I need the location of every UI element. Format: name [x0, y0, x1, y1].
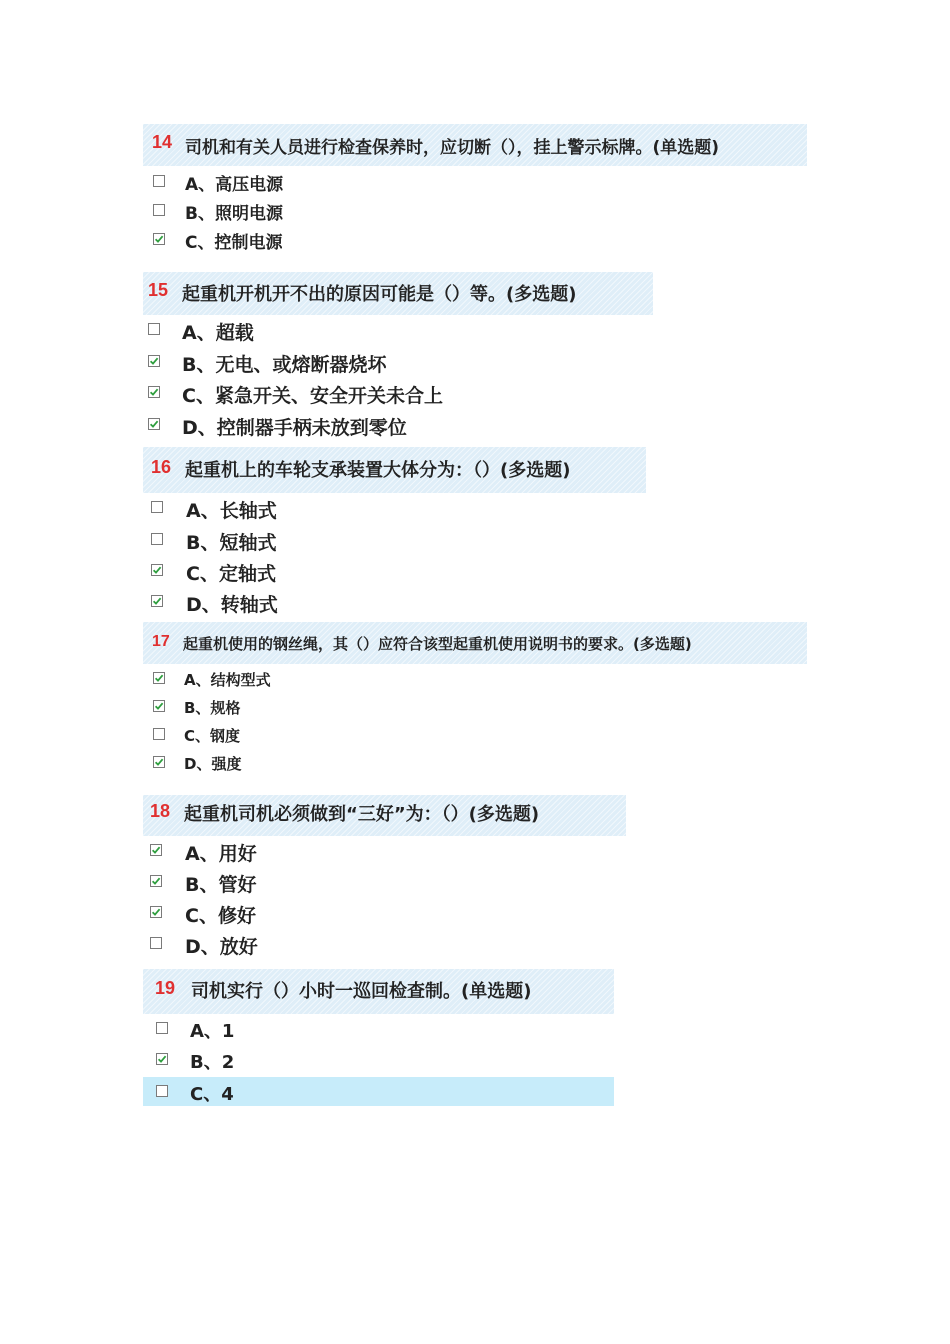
- option-row[interactable]: [143, 589, 646, 615]
- checkbox-unchecked-icon[interactable]: [150, 937, 162, 949]
- option-label: A、长轴式: [186, 500, 277, 522]
- option-row[interactable]: [143, 694, 807, 720]
- option-label: A、1: [190, 1021, 235, 1042]
- option-row[interactable]: [143, 869, 626, 895]
- option-label: A、高压电源: [185, 175, 284, 195]
- question-number: 14: [152, 132, 173, 152]
- checkbox-checked-icon[interactable]: [148, 418, 160, 430]
- checkbox-checked-icon[interactable]: [148, 386, 160, 398]
- option-row[interactable]: [143, 931, 626, 957]
- option-row[interactable]: [143, 380, 653, 406]
- option-row[interactable]: [143, 197, 807, 223]
- option-label: C、定轴式: [186, 563, 276, 585]
- option-row[interactable]: [143, 317, 653, 343]
- option-label: D、控制器手柄未放到零位: [182, 417, 407, 439]
- checkbox-unchecked-icon[interactable]: [148, 323, 160, 335]
- option-label: C、紧急开关、安全开关未合上: [182, 385, 443, 407]
- option-row-highlighted[interactable]: [143, 1077, 614, 1106]
- question-number: 19: [155, 978, 176, 998]
- checkbox-unchecked-icon[interactable]: [151, 501, 163, 513]
- question-19: [143, 969, 614, 1107]
- option-row[interactable]: [143, 495, 646, 521]
- question-text: 起重机使用的钢丝绳，其（）应符合该型起重机使用说明书的要求。(多选题): [183, 635, 692, 653]
- question-15: [143, 272, 653, 440]
- option-label: D、强度: [184, 755, 242, 773]
- question-text: 起重机司机必须做到“三好”为：（）(多选题): [184, 804, 540, 825]
- question-header: [143, 447, 646, 493]
- checkbox-unchecked-icon[interactable]: [153, 175, 165, 187]
- checkbox-unchecked-icon[interactable]: [153, 728, 165, 740]
- checkbox-checked-icon[interactable]: [150, 906, 162, 918]
- checkbox-checked-icon[interactable]: [153, 756, 165, 768]
- question-16: [143, 447, 646, 617]
- checkbox-checked-icon[interactable]: [150, 875, 162, 887]
- question-number: 16: [151, 457, 172, 477]
- option-label: B、短轴式: [186, 532, 277, 554]
- option-label: A、用好: [185, 843, 257, 865]
- option-label: D、放好: [185, 936, 258, 958]
- question-text: 司机和有关人员进行检查保养时，应切断（），挂上警示标牌。(单选题): [185, 138, 720, 158]
- question-14: [143, 124, 807, 252]
- option-label: B、无电、或熔断器烧坏: [182, 354, 387, 376]
- question-number: 15: [148, 280, 169, 300]
- checkbox-checked-icon[interactable]: [153, 233, 165, 245]
- question-header: [143, 272, 653, 315]
- checkbox-checked-icon[interactable]: [148, 355, 160, 367]
- option-label: C、修好: [185, 905, 256, 927]
- checkbox-unchecked-icon[interactable]: [156, 1022, 168, 1034]
- question-text: 司机实行（）小时一巡回检查制。(单选题): [191, 981, 532, 1002]
- question-header: [143, 622, 807, 664]
- option-row[interactable]: [143, 226, 807, 252]
- option-row[interactable]: [143, 412, 653, 438]
- question-header: [143, 969, 614, 1014]
- option-row[interactable]: [143, 1016, 614, 1042]
- question-header: [143, 124, 807, 166]
- option-label: B、规格: [184, 699, 241, 717]
- checkbox-checked-icon[interactable]: [153, 700, 165, 712]
- option-row[interactable]: [143, 527, 646, 553]
- option-label: C、钢度: [184, 727, 241, 745]
- option-label: A、结构型式: [184, 671, 271, 689]
- option-label: B、2: [190, 1052, 235, 1073]
- checkbox-checked-icon[interactable]: [151, 595, 163, 607]
- checkbox-checked-icon[interactable]: [151, 564, 163, 576]
- option-label: C、控制电源: [185, 233, 283, 253]
- option-row[interactable]: [143, 558, 646, 584]
- question-17: [143, 622, 807, 778]
- checkbox-unchecked-icon[interactable]: [151, 533, 163, 545]
- option-label: D、转轴式: [186, 594, 278, 616]
- option-row[interactable]: [143, 900, 626, 926]
- option-row[interactable]: [143, 349, 653, 375]
- option-label: A、超载: [182, 322, 254, 344]
- option-row[interactable]: [143, 722, 807, 748]
- checkbox-unchecked-icon[interactable]: [153, 204, 165, 216]
- checkbox-checked-icon[interactable]: [153, 672, 165, 684]
- question-text: 起重机开机开不出的原因可能是（）等。(多选题): [182, 284, 577, 305]
- option-row[interactable]: [143, 1047, 614, 1073]
- option-row[interactable]: [143, 666, 807, 692]
- option-row[interactable]: [143, 168, 807, 194]
- question-text: 起重机上的车轮支承装置大体分为：（）(多选题): [185, 460, 571, 481]
- option-label: B、管好: [185, 874, 257, 896]
- checkbox-unchecked-icon[interactable]: [156, 1085, 168, 1097]
- checkbox-checked-icon[interactable]: [156, 1053, 168, 1065]
- option-row[interactable]: [143, 750, 807, 776]
- question-header: [143, 795, 626, 836]
- question-number: 18: [150, 801, 171, 821]
- option-label: C、4: [190, 1084, 234, 1105]
- option-row[interactable]: [143, 838, 626, 864]
- checkbox-checked-icon[interactable]: [150, 844, 162, 856]
- question-18: [143, 795, 626, 960]
- option-label: B、照明电源: [185, 204, 283, 224]
- question-number: 17: [152, 633, 170, 650]
